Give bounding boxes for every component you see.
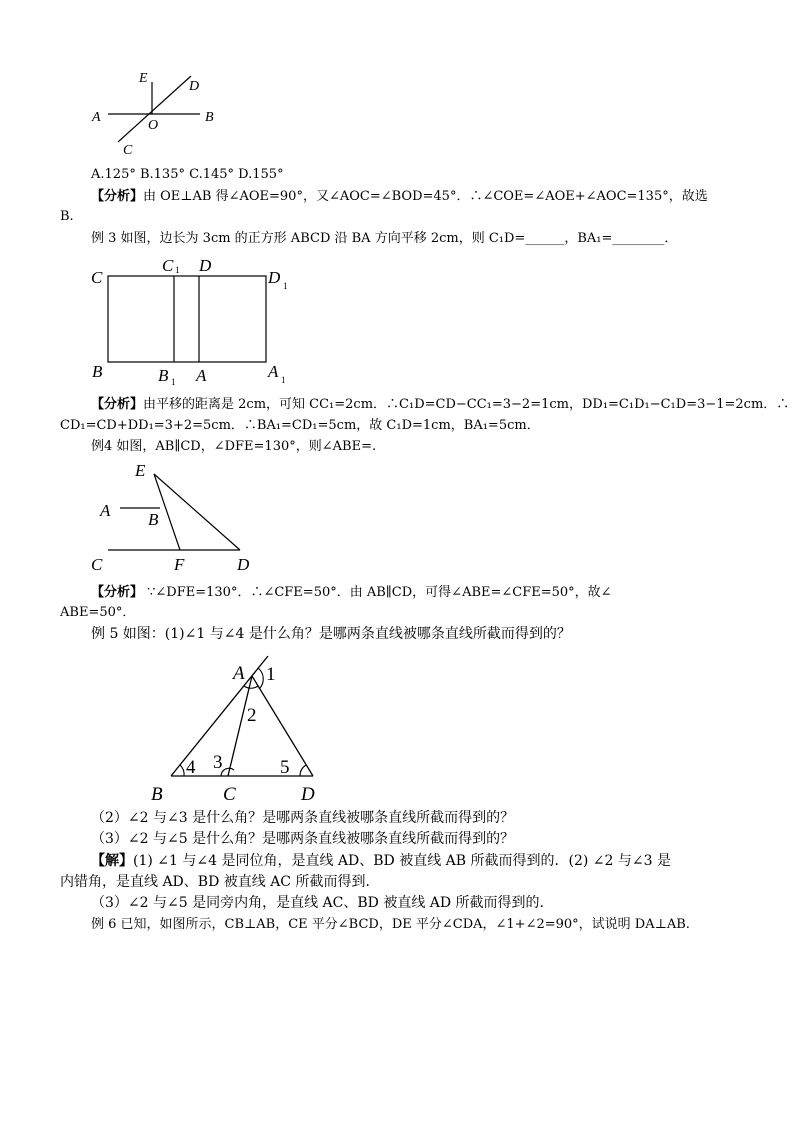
question3-text: （3）∠2 与∠5 是什么角？是哪两条直线被哪条直线所截而得到的？ xyxy=(91,831,515,847)
label-o: O xyxy=(148,118,159,133)
label-e: E xyxy=(139,71,148,86)
label-d: D xyxy=(237,555,250,574)
analysis3-line2: CD₁=CD+DD₁=3+2=5cm．∴BA₁=CD₁=5cm，故 C₁D=1cm，BA₁=5cm． xyxy=(60,418,540,433)
label-b: B xyxy=(151,784,163,805)
solution-text1: (1) ∠1 与∠4 是同位角，是直线 AD、BD 被直线 AB 所截而得到的．(2) ∠2 与∠3 是 xyxy=(133,853,671,869)
solution-tag: 【解】 xyxy=(91,853,133,869)
label-c: C xyxy=(91,268,103,287)
angle-4-label: 4 xyxy=(186,757,196,778)
example5-text: 例 5 如图：(1)∠1 与∠4 是什么角？是哪两条直线被哪条直线所截而得到的？ xyxy=(91,626,571,642)
label-c: C xyxy=(123,143,133,158)
angle-2-label: 2 xyxy=(247,705,257,726)
label-b1: B xyxy=(158,366,169,385)
label-a: A xyxy=(100,501,111,520)
options-line: A.125° B.135° C.145° D.155° xyxy=(91,167,284,182)
analysis4-text: ∵∠DFE=130°．∴∠CFE=50°．由 AB∥CD，可得∠ABE=∠CFE=50°，故∠ xyxy=(143,585,612,600)
label-a: A xyxy=(92,110,101,125)
example6-text: 例 6 已知，如图所示，CB⊥AB，CE 平分∠BCD，DE 平分∠CDA，∠1+∠2=90°，试说明 DA⊥AB. xyxy=(91,917,690,932)
label-a: A xyxy=(233,663,245,684)
label-b: B xyxy=(205,110,214,125)
question2-text: （2）∠2 与∠3 是什么角？是哪两条直线被哪条直线所截而得到的？ xyxy=(91,810,515,826)
label-c1: C xyxy=(162,256,174,275)
analysis-tag: 【分析】 xyxy=(91,585,144,600)
label-d: D xyxy=(189,79,200,94)
angle-3-label: 3 xyxy=(213,752,223,773)
solution-line1 xyxy=(91,853,671,869)
label-c: C xyxy=(91,555,103,574)
label-d1: D xyxy=(268,268,281,287)
analysis-tag: 【分析】 xyxy=(91,397,144,412)
label-a1: A xyxy=(268,362,279,381)
label-e: E xyxy=(135,461,146,480)
analysis1-text: 由 OE⊥AB 得∠AOE=90°，又∠AOC=∠BOD=45°．∴∠COE=∠AOE+∠AOC=135°，故选 xyxy=(143,189,708,204)
analysis-tag: 【分析】 xyxy=(91,189,144,204)
label-c: C xyxy=(223,784,236,805)
label-b: B xyxy=(148,510,159,529)
label-b1-sub: 1 xyxy=(171,377,176,387)
example3-text: 例 3 如图，边长为 3cm 的正方形 ABCD 沿 BA 方向平移 2cm，则 C₁D=______，BA₁=________． xyxy=(91,231,678,246)
analysis4-line2: ABE=50°． xyxy=(60,605,136,620)
solution-line3: （3）∠2 与∠5 是同旁内角，是直线 AC、BD 被直线 AD 所截而得到的． xyxy=(91,895,554,911)
solution-line2: 内错角，是直线 AD、BD 被直线 AC 所截而得到． xyxy=(60,874,380,890)
label-d: D xyxy=(199,256,212,275)
analysis1-line2: B. xyxy=(60,209,74,224)
label-b: B xyxy=(92,362,103,381)
angle-5-label: 5 xyxy=(280,757,290,778)
label-c1-sub: 1 xyxy=(175,265,180,275)
label-a1-sub: 1 xyxy=(281,375,286,385)
label-d1-sub: 1 xyxy=(283,281,288,291)
label-d: D xyxy=(301,784,315,805)
label-f: F xyxy=(174,555,185,574)
example4-text: 例4 如图，AB∥CD，∠DFE=130°，则∠ABE=. xyxy=(91,439,377,454)
angle-1-label: 1 xyxy=(266,664,276,685)
analysis3-text: 由平移的距离是 2cm，可知 CC₁=2cm．∴C₁D=CD−CC₁=3−2=1cm，DD₁=C₁D₁−C₁D=3−1=2cm．∴ xyxy=(143,397,790,412)
label-a: A xyxy=(196,366,207,385)
